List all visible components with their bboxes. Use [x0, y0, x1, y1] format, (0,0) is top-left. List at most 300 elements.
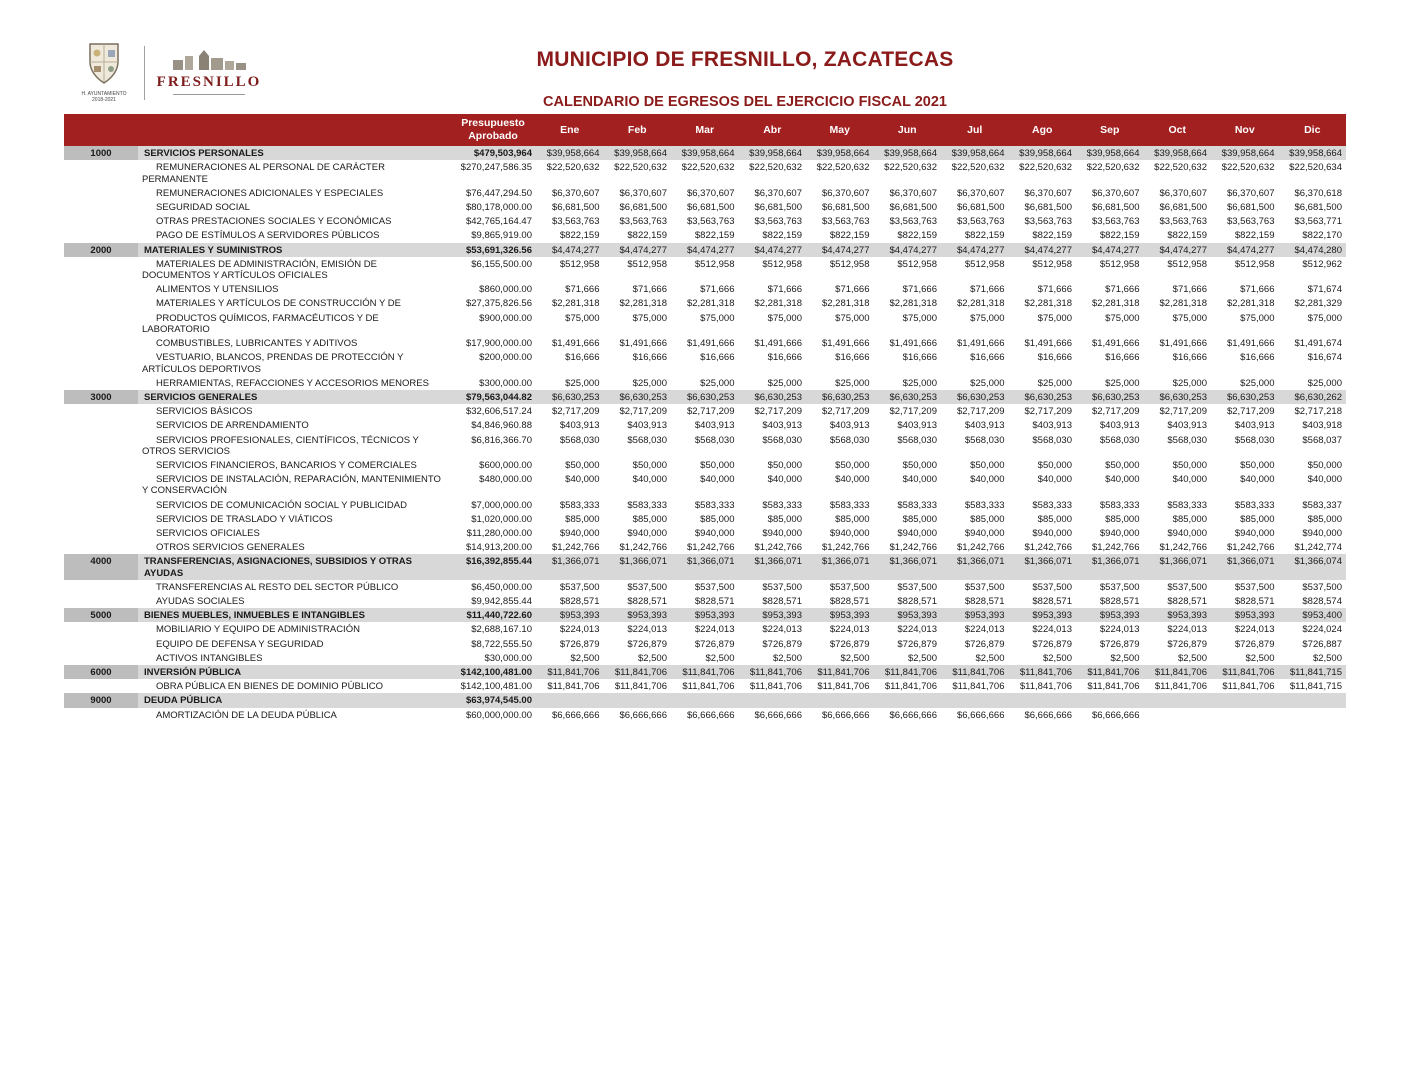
row-month-value	[1009, 693, 1077, 707]
table-row	[64, 665, 1346, 679]
row-name: OTRAS PRESTACIONES SOCIALES Y ECONÓMICAS	[156, 216, 392, 228]
row-month-value: $39,958,664	[671, 146, 739, 160]
row-month-value: $85,000	[700, 513, 735, 525]
row-month-value: $583,333	[897, 499, 937, 511]
row-month-value: $39,958,664	[806, 146, 874, 160]
row-month-value: $40,000	[1172, 474, 1207, 486]
row-month-value: $39,958,664	[536, 146, 604, 160]
row-month-value: $828,571	[1099, 595, 1140, 607]
row-month-value: $6,681,500	[889, 202, 937, 214]
row-name: TRANSFERENCIAS, ASIGNACIONES, SUBSIDIOS Y OTRAS AYUDAS	[138, 554, 450, 579]
row-month-value: $6,681,500	[956, 202, 1005, 214]
page-subtitle: CALENDARIO DE EGRESOS DEL EJERCICIO FISCAL 2021	[543, 94, 947, 110]
row-name: SERVICIOS DE TRASLADO Y VIÁTICOS	[156, 513, 333, 525]
row-month-value: $1,491,666	[619, 338, 667, 350]
table-row	[64, 580, 1346, 594]
row-month-value: $40,000	[970, 474, 1005, 486]
row-month-value: $4,474,277	[1076, 243, 1144, 257]
row-month-value: $940,000	[559, 527, 600, 539]
row-code	[64, 594, 138, 608]
row-month-value: $85,000	[902, 513, 937, 525]
row-name: MATERIALES Y ARTÍCULOS DE CONSTRUCCIÓN Y DE	[156, 298, 401, 310]
row-month-value: $6,370,607	[821, 187, 870, 199]
row-month-value: $828,571	[1167, 595, 1207, 607]
row-month-value: $71,666	[970, 284, 1005, 296]
row-month-value: $25,000	[1105, 377, 1140, 389]
row-month-value: $583,333	[964, 499, 1005, 511]
table-row	[64, 200, 1346, 214]
month-header: Jul	[941, 114, 1009, 146]
row-month-value: $828,571	[559, 595, 600, 607]
row-month-value: $2,500	[1110, 652, 1140, 664]
row-month-value: $11,841,706	[1076, 665, 1144, 679]
row-approved: $480,000.00	[479, 474, 532, 486]
crest-caption-line2: 2018-2021	[92, 97, 116, 103]
row-month-value: $2,717,209	[551, 406, 600, 418]
row-month-value: $403,913	[829, 420, 870, 432]
row-name: SERVICIOS DE COMUNICACIÓN SOCIAL Y PUBLICIDAD	[156, 499, 407, 511]
row-name: REMUNERACIONES ADICIONALES Y ESPECIALES	[156, 187, 384, 199]
row-month-value: $1,242,766	[956, 542, 1005, 554]
row-month-value: $4,474,280	[1279, 243, 1347, 257]
row-code	[64, 214, 138, 228]
table-row	[64, 554, 1346, 579]
row-month-value: $828,571	[1032, 595, 1072, 607]
row-month-value: $6,666,666	[754, 709, 802, 721]
row-approved: $4,846,960.88	[471, 420, 532, 432]
row-month-value: $1,242,766	[889, 542, 937, 554]
row-month-value: $6,370,607	[619, 187, 667, 199]
row-month-value: $11,841,706	[1019, 681, 1072, 693]
table-row	[64, 708, 1346, 722]
row-month-value: $50,000	[1037, 459, 1072, 471]
row-month-value: $11,841,706	[547, 681, 600, 693]
table-row	[64, 433, 1346, 458]
row-month-value: $828,571	[1234, 595, 1275, 607]
row-month-value: $6,370,607	[1024, 187, 1072, 199]
row-month-value: $953,393	[671, 608, 739, 622]
row-month-value: $583,333	[1099, 499, 1140, 511]
row-month-value: $75,000	[902, 312, 937, 324]
row-month-value: $537,500	[1302, 581, 1342, 593]
row-month-value: $75,000	[1037, 312, 1072, 324]
row-month-value: $40,000	[1307, 474, 1342, 486]
row-month-value: $568,030	[964, 434, 1005, 446]
row-month-value: $71,666	[902, 284, 937, 296]
row-month-value: $537,500	[1032, 581, 1072, 593]
row-month-value: $726,879	[1167, 638, 1207, 650]
row-month-value: $3,563,763	[754, 216, 802, 228]
row-name: SERVICIOS DE INSTALACIÓN, REPARACIÓN, MANTENIMIENTO Y CONSERVACIÓN	[142, 474, 441, 497]
row-month-value: $2,500	[840, 652, 870, 664]
row-approved: $6,450,000.00	[471, 581, 532, 593]
row-month-value: $3,563,763	[1159, 216, 1207, 228]
row-month-value: $940,000	[1302, 527, 1342, 539]
row-month-value: $537,500	[897, 581, 937, 593]
row-month-value: $1,491,666	[821, 338, 870, 350]
row-approved: $7,000,000.00	[471, 499, 532, 511]
table-row	[64, 390, 1346, 404]
row-code	[64, 679, 138, 693]
row-name: SERVICIOS GENERALES	[138, 390, 450, 404]
row-month-value: $3,563,771	[1294, 216, 1342, 228]
row-month-value: $822,159	[1234, 230, 1275, 242]
row-month-value: $224,024	[1302, 624, 1342, 636]
row-month-value: $2,281,318	[956, 298, 1005, 310]
row-month-value: $2,281,318	[821, 298, 870, 310]
table-row	[64, 160, 1346, 185]
table-row	[64, 526, 1346, 540]
row-month-value: $16,666	[902, 352, 937, 364]
row-month-value: $568,030	[897, 434, 937, 446]
row-month-value: $568,030	[694, 434, 735, 446]
row-month-value: $71,666	[632, 284, 667, 296]
row-month-value: $3,563,763	[1024, 216, 1072, 228]
municipal-crest	[76, 42, 132, 103]
row-month-value: $2,500	[637, 652, 667, 664]
row-month-value: $2,281,318	[889, 298, 937, 310]
row-name: COMBUSTIBLES, LUBRICANTES Y ADITIVOS	[156, 338, 358, 350]
row-month-value: $16,666	[1172, 352, 1207, 364]
row-month-value: $6,370,607	[754, 187, 802, 199]
row-month-value: $71,674	[1307, 284, 1342, 296]
row-month-value: $940,000	[1032, 527, 1072, 539]
row-month-value: $568,030	[829, 434, 870, 446]
row-month-value: $50,000	[835, 459, 870, 471]
row-month-value: $85,000	[835, 513, 870, 525]
row-month-value: $3,563,763	[686, 216, 735, 228]
row-month-value: $6,666,666	[551, 709, 600, 721]
month-header: Dic	[1279, 114, 1347, 146]
row-month-value: $50,000	[565, 459, 600, 471]
row-code: 6000	[64, 665, 138, 679]
row-month-value: $822,159	[1099, 230, 1140, 242]
table-row	[64, 311, 1346, 336]
row-month-value: $6,630,253	[1076, 390, 1144, 404]
row-month-value: $726,879	[897, 638, 937, 650]
row-month-value: $2,281,318	[619, 298, 667, 310]
row-approved: $14,913,200.00	[465, 542, 532, 554]
row-approved: $8,722,555.50	[471, 638, 532, 650]
row-month-value: $6,681,500	[1226, 202, 1275, 214]
row-month-value: $25,000	[1307, 377, 1342, 389]
row-month-value: $726,879	[829, 638, 870, 650]
row-month-value: $50,000	[767, 459, 802, 471]
row-month-value: $1,366,071	[1076, 554, 1144, 579]
row-month-value: $537,500	[627, 581, 667, 593]
row-month-value: $1,242,766	[754, 542, 802, 554]
row-month-value: $953,393	[1211, 608, 1279, 622]
row-code	[64, 404, 138, 418]
row-month-value	[1144, 693, 1212, 707]
row-month-value: $726,887	[1302, 638, 1342, 650]
header-name-cell	[138, 114, 450, 146]
row-month-value: $4,474,277	[806, 243, 874, 257]
row-month-value: $3,563,763	[821, 216, 870, 228]
row-month-value: $583,333	[762, 499, 802, 511]
table-row	[64, 282, 1346, 296]
row-month-value: $6,630,253	[1009, 390, 1077, 404]
row-approved: $900,000.00	[479, 312, 532, 324]
row-month-value: $3,563,763	[1226, 216, 1275, 228]
row-month-value: $537,500	[762, 581, 802, 593]
row-month-value: $6,630,253	[536, 390, 604, 404]
row-month-value	[1279, 693, 1347, 707]
row-month-value	[806, 693, 874, 707]
row-month-value: $22,520,632	[614, 162, 667, 174]
row-month-value: $16,674	[1307, 352, 1342, 364]
row-month-value: $4,474,277	[671, 243, 739, 257]
row-month-value: $2,717,209	[1024, 406, 1072, 418]
table-row	[64, 336, 1346, 350]
row-code	[64, 526, 138, 540]
row-month-value: $940,000	[627, 527, 667, 539]
row-month-value: $11,841,706	[671, 665, 739, 679]
row-month-value: $11,841,706	[1222, 681, 1275, 693]
row-month-value: $85,000	[1172, 513, 1207, 525]
row-month-value: $16,666	[767, 352, 802, 364]
row-month-value: $953,393	[604, 608, 672, 622]
row-month-value: $71,666	[1172, 284, 1207, 296]
row-month-value	[1279, 708, 1347, 722]
row-month-value: $2,717,209	[1091, 406, 1140, 418]
row-month-value: $953,393	[739, 608, 807, 622]
row-month-value: $2,500	[705, 652, 735, 664]
row-approved: $27,375,826.56	[465, 298, 532, 310]
row-code	[64, 336, 138, 350]
row-code	[64, 580, 138, 594]
row-month-value: $25,000	[902, 377, 937, 389]
row-month-value: $6,681,500	[1159, 202, 1207, 214]
row-month-value	[941, 693, 1009, 707]
month-header: Feb	[604, 114, 672, 146]
row-month-value: $40,000	[565, 474, 600, 486]
row-month-value: $22,520,632	[816, 162, 870, 174]
row-month-value: $224,013	[762, 624, 802, 636]
row-month-value: $50,000	[1240, 459, 1275, 471]
row-month-value: $512,958	[762, 258, 802, 270]
row-month-value: $1,366,071	[806, 554, 874, 579]
row-month-value: $6,630,253	[671, 390, 739, 404]
row-month-value: $39,958,664	[874, 146, 942, 160]
row-month-value: $568,037	[1302, 434, 1342, 446]
row-code	[64, 186, 138, 200]
row-approved: $17,900,000.00	[465, 338, 532, 350]
row-month-value: $11,841,706	[1087, 681, 1140, 693]
row-approved: $300,000.00	[479, 377, 532, 389]
row-month-value: $4,474,277	[941, 243, 1009, 257]
row-name: ACTIVOS INTANGIBLES	[156, 652, 263, 664]
month-header: Ene	[536, 114, 604, 146]
row-month-value: $953,393	[806, 608, 874, 622]
row-month-value: $512,958	[897, 258, 937, 270]
row-month-value: $4,474,277	[1211, 243, 1279, 257]
row-month-value: $1,366,071	[1009, 554, 1077, 579]
row-month-value: $1,491,674	[1294, 338, 1342, 350]
row-month-value	[536, 693, 604, 707]
row-month-value: $71,666	[767, 284, 802, 296]
row-month-value: $25,000	[565, 377, 600, 389]
row-month-value: $1,242,766	[821, 542, 870, 554]
row-month-value: $583,333	[1032, 499, 1072, 511]
row-month-value: $822,159	[1032, 230, 1072, 242]
row-month-value: $828,571	[762, 595, 802, 607]
row-month-value: $75,000	[700, 312, 735, 324]
row-month-value: $25,000	[700, 377, 735, 389]
month-header: Sep	[1076, 114, 1144, 146]
row-name: HERRAMIENTAS, REFACCIONES Y ACCESORIOS MENORES	[156, 377, 429, 389]
row-month-value: $2,500	[1312, 652, 1342, 664]
row-month-value: $2,500	[1245, 652, 1275, 664]
row-month-value	[604, 693, 672, 707]
row-month-value: $537,500	[694, 581, 735, 593]
row-month-value: $50,000	[970, 459, 1005, 471]
row-month-value: $39,958,664	[1279, 146, 1347, 160]
row-month-value: $828,571	[964, 595, 1005, 607]
row-month-value: $75,000	[1105, 312, 1140, 324]
row-month-value: $828,571	[829, 595, 870, 607]
row-month-value: $3,563,763	[551, 216, 600, 228]
row-approved: $11,280,000.00	[466, 527, 532, 539]
row-month-value: $75,000	[1172, 312, 1207, 324]
row-month-value: $75,000	[835, 312, 870, 324]
row-month-value: $6,666,666	[1091, 709, 1140, 721]
row-month-value: $1,491,666	[1226, 338, 1275, 350]
row-approved: $42,765,164.47	[465, 216, 532, 228]
crest-icon	[86, 42, 122, 91]
row-month-value: $22,520,632	[1221, 162, 1275, 174]
row-month-value: $16,666	[835, 352, 870, 364]
month-header: May	[806, 114, 874, 146]
row-code	[64, 311, 138, 336]
row-month-value: $22,520,632	[884, 162, 937, 174]
row-month-value: $50,000	[1307, 459, 1342, 471]
row-month-value: $25,000	[1037, 377, 1072, 389]
row-name: VESTUARIO, BLANCOS, PRENDAS DE PROTECCIÓN Y ARTÍCULOS DEPORTIVOS	[142, 352, 404, 375]
row-month-value: $1,366,071	[1144, 554, 1212, 579]
row-month-value: $6,370,607	[1159, 187, 1207, 199]
row-month-value: $2,281,318	[1159, 298, 1207, 310]
row-name: DEUDA PÚBLICA	[138, 693, 450, 707]
row-month-value: $11,841,706	[1211, 665, 1279, 679]
row-month-value: $512,958	[1234, 258, 1275, 270]
row-code	[64, 651, 138, 665]
row-month-value: $403,913	[1032, 420, 1072, 432]
row-month-value: $953,393	[1076, 608, 1144, 622]
row-month-value: $11,841,706	[682, 681, 735, 693]
row-month-value: $1,491,666	[889, 338, 937, 350]
row-month-value: $40,000	[1037, 474, 1072, 486]
row-month-value: $25,000	[1172, 377, 1207, 389]
row-month-value: $726,879	[762, 638, 802, 650]
row-month-value: $22,520,632	[749, 162, 802, 174]
row-month-value: $726,879	[694, 638, 735, 650]
table-row	[64, 594, 1346, 608]
row-month-value: $583,333	[829, 499, 870, 511]
row-approved: $270,247,586.35	[460, 162, 532, 174]
row-code	[64, 418, 138, 432]
row-name: SERVICIOS OFICIALES	[156, 527, 260, 539]
row-month-value: $6,630,253	[604, 390, 672, 404]
row-month-value: $1,491,666	[551, 338, 600, 350]
row-month-value: $22,520,632	[1086, 162, 1140, 174]
row-month-value: $75,000	[1240, 312, 1275, 324]
row-month-value: $822,159	[559, 230, 600, 242]
row-approved: $80,178,000.00	[465, 202, 532, 214]
row-month-value: $726,879	[1032, 638, 1072, 650]
row-month-value: $953,393	[941, 608, 1009, 622]
table-row	[64, 540, 1346, 554]
row-month-value: $11,841,706	[1009, 665, 1077, 679]
row-month-value	[1144, 708, 1212, 722]
row-month-value: $953,393	[874, 608, 942, 622]
row-month-value: $940,000	[694, 527, 735, 539]
row-month-value: $1,491,666	[1091, 338, 1140, 350]
row-approved: $63,974,545.00	[450, 693, 536, 707]
row-month-value: $583,333	[1167, 499, 1207, 511]
row-month-value: $6,681,500	[821, 202, 870, 214]
row-month-value: $11,841,706	[952, 681, 1005, 693]
row-month-value: $224,013	[694, 624, 735, 636]
row-month-value: $224,013	[1099, 624, 1140, 636]
row-name: MATERIALES Y SUMINISTROS	[138, 243, 450, 257]
row-name: SERVICIOS DE ARRENDAMIENTO	[156, 420, 309, 432]
row-month-value: $953,393	[1009, 608, 1077, 622]
row-month-value: $2,717,209	[754, 406, 802, 418]
row-month-value: $1,242,766	[1159, 542, 1207, 554]
table-row	[64, 296, 1346, 310]
row-name: SERVICIOS FINANCIEROS, BANCARIOS Y COMERCIALES	[156, 459, 417, 471]
row-name: ALIMENTOS Y UTENSILIOS	[156, 284, 279, 296]
row-name: SERVICIOS PROFESIONALES, CIENTÍFICOS, TÉCNICOS Y OTROS SERVICIOS	[142, 434, 419, 457]
row-month-value: $403,913	[559, 420, 600, 432]
row-name: TRANSFERENCIAS AL RESTO DEL SECTOR PÚBLICO	[156, 581, 399, 593]
row-month-value: $6,370,607	[1091, 187, 1140, 199]
table-row	[64, 512, 1346, 526]
row-month-value: $568,030	[762, 434, 802, 446]
row-month-value: $940,000	[897, 527, 937, 539]
row-month-value	[1211, 693, 1279, 707]
row-month-value: $11,841,715	[1289, 681, 1342, 693]
row-month-value: $1,242,766	[619, 542, 667, 554]
row-month-value: $1,242,774	[1294, 542, 1342, 554]
row-name: BIENES MUEBLES, INMUEBLES E INTANGIBLES	[138, 608, 450, 622]
row-name: OTROS SERVICIOS GENERALES	[156, 542, 305, 554]
row-month-value: $1,242,766	[686, 542, 735, 554]
row-month-value	[1211, 708, 1279, 722]
row-month-value: $22,520,632	[1019, 162, 1072, 174]
row-month-value: $6,630,253	[941, 390, 1009, 404]
row-month-value: $39,958,664	[1076, 146, 1144, 160]
row-month-value: $4,474,277	[604, 243, 672, 257]
row-month-value: $11,841,706	[941, 665, 1009, 679]
row-code: 4000	[64, 554, 138, 579]
row-approved: $6,816,366.70	[471, 434, 532, 446]
row-code: 1000	[64, 146, 138, 160]
table-row	[64, 376, 1346, 390]
row-name: MOBILIARIO Y EQUIPO DE ADMINISTRACIÓN	[156, 624, 360, 636]
row-code	[64, 376, 138, 390]
row-month-value: $2,500	[772, 652, 802, 664]
row-month-value: $1,366,071	[604, 554, 672, 579]
header-code-cell	[64, 114, 138, 146]
table-row	[64, 622, 1346, 636]
row-month-value: $512,962	[1302, 258, 1342, 270]
row-month-value: $2,717,209	[889, 406, 937, 418]
row-month-value: $4,474,277	[1009, 243, 1077, 257]
row-month-value: $822,159	[829, 230, 870, 242]
table-row	[64, 228, 1346, 242]
